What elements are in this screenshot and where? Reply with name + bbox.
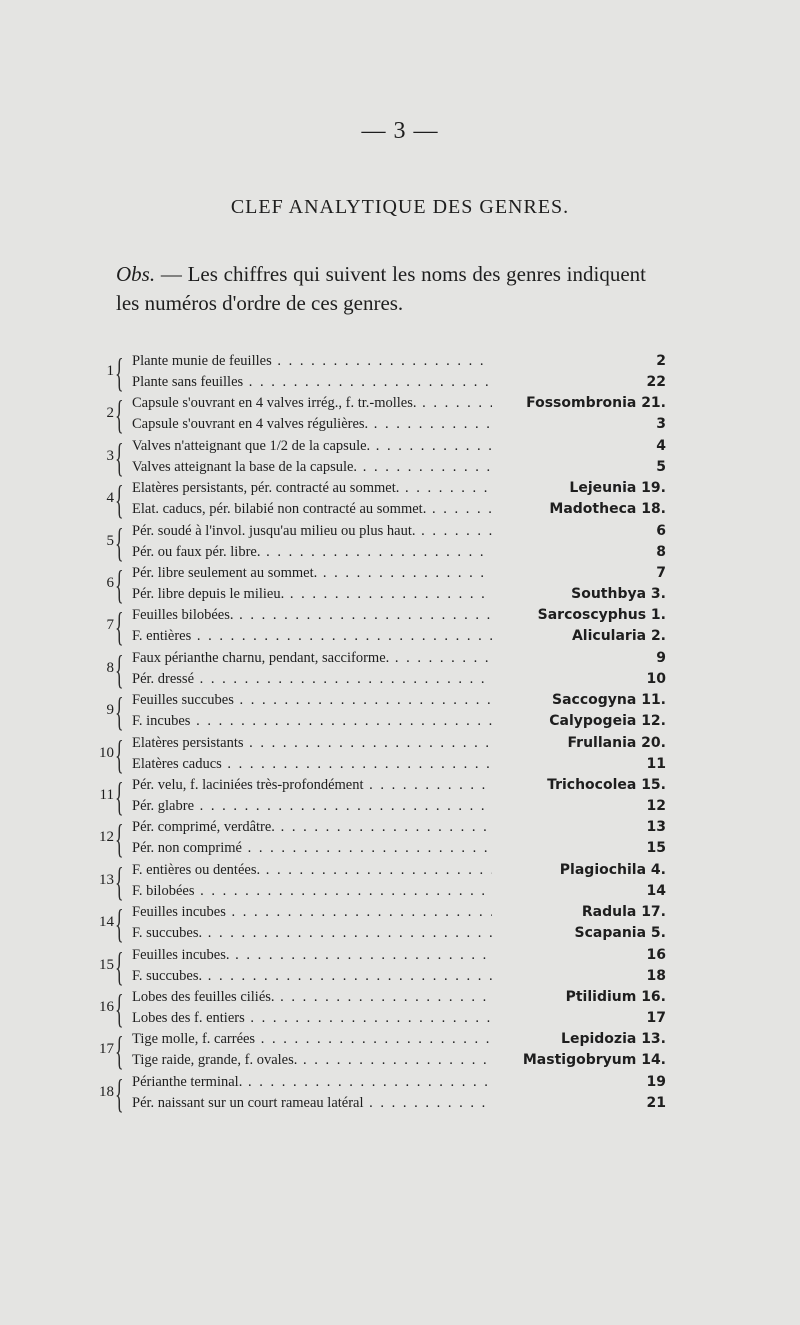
brace-icon: { [115, 986, 124, 1031]
key-row-label: Elatères persistants, pér. contracté au sommet. . . . [132, 480, 492, 496]
key-row-label: Lobes des f. entiers . . . [132, 1010, 492, 1026]
key-row-result: 7 [656, 565, 666, 581]
key-row [0, 586, 800, 606]
key-row-text [132, 416, 492, 433]
key-number: 4 [106, 490, 114, 507]
brace-icon: { [115, 604, 124, 650]
key-row-result: Ptilidium 16. [565, 989, 666, 1005]
key-row-label: Tige raide, grande, f. ovales. . . . [132, 1052, 492, 1068]
key-row-result: 16 [646, 946, 666, 963]
key-row-label: F. bilobées . . . [132, 883, 492, 899]
obs-text: — Les chiffres qui suivent les noms des genres indiquent les numéros d'ordre de ces genres. [116, 262, 646, 315]
key-number: 3 [106, 447, 114, 464]
key-row-result: Alicularia 2. [571, 628, 666, 645]
key-number: 8 [106, 659, 114, 676]
key-group [0, 816, 800, 862]
brace-icon: { [115, 816, 124, 862]
key-row-result: 21 [646, 1094, 666, 1111]
key-row-label: Feuilles bilobées. . . . [132, 607, 492, 623]
key-row-label: F. succubes. . . . [132, 925, 492, 941]
key-group [0, 477, 800, 523]
key-number: 12 [99, 829, 114, 846]
key-row-result: Trichocolea 15. [547, 777, 666, 793]
brace-icon: { [115, 1070, 124, 1116]
key-row-text [132, 1074, 492, 1091]
key-row-result: 5 [656, 458, 666, 475]
key-row-result: 6 [656, 522, 666, 539]
key-row [0, 1052, 800, 1072]
key-row [0, 1095, 800, 1115]
key-row-text [132, 501, 492, 518]
brace-icon: { [115, 562, 124, 607]
key-row-label: Pér. libre depuis le milieu. . . . [132, 586, 492, 602]
key-row-result: Lepidozia 13. [561, 1031, 666, 1048]
key-row-result: Sarcoscyphus 1. [537, 607, 666, 624]
key-number: 18 [99, 1083, 114, 1100]
key-row [0, 862, 800, 882]
brace-icon: { [115, 901, 124, 947]
key-row-label: Pér. velu, f. laciniées très-profondément . . . [132, 777, 492, 793]
brace-icon: { [115, 434, 124, 480]
key-number: 6 [106, 575, 114, 591]
key-row-text [132, 438, 492, 455]
key-row-label: Capsule s'ouvrant en 4 valves irrég., f. tr.-molles. . . . [132, 395, 492, 411]
brace-icon: { [115, 774, 124, 819]
key-row-text [132, 523, 492, 540]
key-group [0, 434, 800, 480]
key-row-text [132, 777, 492, 794]
key-number: 5 [106, 532, 114, 549]
brace-icon: { [115, 689, 124, 735]
key-group [0, 1070, 800, 1116]
key-row-text [132, 1010, 492, 1027]
key-group [0, 774, 800, 819]
key-row [0, 904, 800, 924]
key-row-label: Pér. glabre . . . [132, 798, 492, 814]
key-row [0, 968, 800, 988]
key-row-result: 4 [656, 437, 666, 454]
key-row-text [132, 713, 492, 730]
key-row [0, 1074, 800, 1094]
key-group [0, 646, 800, 692]
key-row [0, 798, 800, 818]
key-row-result: 22 [646, 374, 666, 390]
key-row-result: 19 [646, 1073, 666, 1090]
key-group [0, 562, 800, 607]
key-group [0, 604, 800, 650]
key-row-result: Madotheca 18. [549, 501, 666, 518]
key-row-label: Pér. soudé à l'invol. jusqu'au milieu ou plus haut. . . . [132, 523, 492, 539]
key-row-label: F. succubes. . . . [132, 968, 492, 984]
key-row [0, 713, 800, 733]
obs-label: Obs. [116, 262, 156, 286]
key-number: 15 [99, 956, 114, 973]
key-row-label: Elatères caducs . . . [132, 756, 492, 772]
key-row-text [132, 565, 492, 582]
key-row [0, 459, 800, 479]
key-row-label: Valves n'atteignant que 1/2 de la capsule. . . . [132, 438, 492, 454]
key-row-text [132, 671, 492, 688]
key-row-result: Plagiochila 4. [559, 861, 666, 878]
brace-icon: { [115, 392, 124, 438]
key-row-text [132, 862, 492, 879]
key-row-label: Pér. dressé . . . [132, 671, 492, 687]
key-group [0, 986, 800, 1031]
key-group [0, 689, 800, 735]
key-row-result: 18 [646, 967, 666, 984]
key-row-text [132, 1095, 492, 1112]
key-row-label: Pér. non comprimé . . . [132, 840, 492, 856]
key-row-label: Pér. naissant sur un court rameau latéral . . . [132, 1095, 492, 1111]
key-row [0, 819, 800, 839]
key-row-text [132, 395, 492, 412]
key-row-text [132, 1031, 492, 1048]
key-row [0, 1010, 800, 1030]
key-row-label: Faux périanthe charnu, pendant, sacciforme. . . . [132, 650, 492, 666]
brace-icon: { [115, 943, 124, 989]
key-row-result: Southbya 3. [571, 586, 666, 602]
key-row-text [132, 798, 492, 815]
key-row-label: Feuilles incubes. . . . [132, 947, 492, 963]
key-number: 13 [99, 871, 114, 888]
key-row-text [132, 374, 492, 391]
page-number: — 3 — [361, 118, 439, 144]
brace-icon: { [115, 477, 124, 523]
key-number: 17 [99, 1041, 114, 1058]
key-row-label: Pér. comprimé, verdâtre. . . . [132, 819, 492, 835]
key-row-result: 2 [656, 353, 666, 369]
key-row-label: Lobes des feuilles ciliés. . . . [132, 989, 492, 1005]
key-row [0, 883, 800, 903]
obs-note [116, 260, 646, 318]
key-row-result: 3 [656, 416, 666, 433]
key-row-result: Saccogyna 11. [552, 692, 666, 709]
key-row-label: Valves atteignant la base de la capsule. . . . [132, 459, 492, 475]
key-row-text [132, 819, 492, 836]
key-row [0, 692, 800, 712]
brace-icon: { [115, 519, 124, 565]
brace-icon: { [115, 350, 124, 395]
key-row-text [132, 947, 492, 964]
key-row-result: Scapania 5. [574, 925, 666, 942]
key-row [0, 650, 800, 670]
key-row-result: Lejeunia 19. [569, 480, 666, 497]
key-row-text [132, 989, 492, 1006]
key-row-label: Elat. caducs, pér. bilabié non contracté au sommet. . . . [132, 501, 492, 517]
key-row-label: Périanthe terminal. . . . [132, 1074, 492, 1090]
key-group [0, 858, 800, 904]
key-row [0, 353, 800, 373]
key-row-text [132, 904, 492, 921]
key-number: 10 [99, 744, 114, 761]
key-row-result: 9 [656, 649, 666, 666]
key-row-label: Tige molle, f. carrées . . . [132, 1031, 492, 1047]
key-row [0, 374, 800, 394]
key-group [0, 392, 800, 438]
key-row-text [132, 459, 492, 476]
key-row-label: Feuilles succubes . . . [132, 692, 492, 708]
key-number: 2 [106, 405, 114, 422]
key-row-label: Feuilles incubes . . . [132, 904, 492, 920]
key-row-text [132, 1052, 492, 1069]
key-row-result: 14 [646, 882, 666, 899]
key-row-result: 13 [646, 819, 666, 836]
key-row-text [132, 650, 492, 667]
key-row [0, 777, 800, 797]
key-row [0, 840, 800, 860]
brace-icon: { [115, 858, 124, 904]
key-row-result: Radula 17. [581, 904, 666, 921]
key-row-text [132, 628, 492, 645]
key-row-result: Fossombronia 21. [526, 395, 666, 412]
key-group [0, 943, 800, 989]
key-row [0, 756, 800, 776]
key-row [0, 607, 800, 627]
brace-icon: { [115, 1028, 124, 1074]
key-row-label: Pér. libre seulement au sommet. . . . [132, 565, 492, 581]
key-row [0, 395, 800, 415]
key-row-text [132, 480, 492, 497]
key-row-label: Plante munie de feuilles . . . [132, 353, 492, 369]
key-number: 1 [106, 363, 114, 379]
key-row-label: F. entières . . . [132, 628, 492, 644]
key-row-label: F. entières ou dentées. . . . [132, 862, 492, 878]
key-row-result: 8 [656, 543, 666, 560]
key-row-label: Elatères persistants . . . [132, 735, 492, 751]
key-row [0, 544, 800, 564]
key-row-text [132, 692, 492, 709]
key-row-result: 15 [646, 840, 666, 857]
key-row-label: F. incubes . . . [132, 713, 492, 729]
key-row [0, 565, 800, 585]
key-row [0, 1031, 800, 1051]
key-row-text [132, 840, 492, 857]
key-group [0, 350, 800, 395]
key-row-result: 10 [646, 670, 666, 687]
key-group [0, 1028, 800, 1074]
key-row [0, 735, 800, 755]
key-row-text [132, 756, 492, 773]
key-row-text [132, 353, 492, 370]
key-number: 9 [106, 702, 114, 719]
key-row-text [132, 925, 492, 942]
key-row-label: Capsule s'ouvrant en 4 valves régulières. . . . [132, 416, 492, 432]
key-row-result: 17 [646, 1010, 666, 1026]
key-row-result: 12 [646, 798, 666, 814]
brace-icon: { [115, 646, 124, 692]
key-row [0, 628, 800, 648]
key-row-result: Frullania 20. [567, 734, 666, 751]
key-row-text [132, 968, 492, 985]
key-row-text [132, 883, 492, 900]
key-row [0, 438, 800, 458]
key-row [0, 523, 800, 543]
key-group [0, 901, 800, 947]
key-group [0, 519, 800, 565]
key-row [0, 671, 800, 691]
brace-icon: { [115, 731, 124, 777]
key-row [0, 416, 800, 436]
key-row [0, 989, 800, 1009]
key-row [0, 947, 800, 967]
key-number: 14 [99, 914, 114, 931]
key-number: 11 [99, 787, 114, 803]
key-number: 16 [99, 999, 114, 1015]
key-row [0, 501, 800, 521]
key-row [0, 480, 800, 500]
key-row-text [132, 544, 492, 561]
key-row-text [132, 586, 492, 603]
key-group [0, 731, 800, 777]
key-row-result: Calypogeia 12. [549, 713, 666, 730]
page-title: CLEF ANALYTIQUE DES GENRES. [230, 196, 570, 218]
key-row-label: Pér. ou faux pér. libre. . . . [132, 544, 492, 560]
key-row-text [132, 735, 492, 752]
key-row-text [132, 607, 492, 624]
key-row [0, 925, 800, 945]
key-row-result: Mastigobryum 14. [522, 1052, 666, 1069]
key-row-label: Plante sans feuilles . . . [132, 374, 492, 390]
key-number: 7 [106, 617, 114, 634]
key-row-result: 11 [646, 755, 666, 772]
